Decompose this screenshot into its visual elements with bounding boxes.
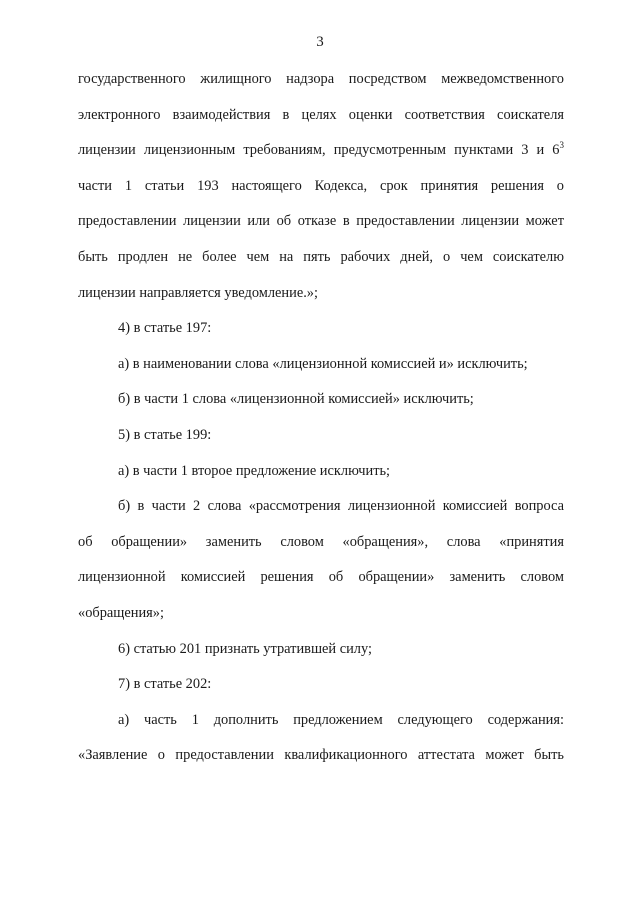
text-line xyxy=(78,525,564,561)
text-line-content: а) часть 1 дополнить предложением следующего содержания: xyxy=(118,711,564,728)
text-line xyxy=(78,738,564,774)
text-line xyxy=(78,703,564,739)
text-line-content: предоставлении лицензии или об отказе в предоставлении лицензии может xyxy=(78,213,564,230)
text-line xyxy=(78,240,564,276)
text-line-content: лицензии направляется уведомление.»; xyxy=(78,284,319,301)
text-line-content: б) в части 2 слова «рассмотрения лицензионной комиссией вопроса xyxy=(118,498,564,515)
text-line-content: 5) в статье 199: xyxy=(118,426,212,443)
text-line-content: об обращении» заменить словом «обращения», слова «принятия xyxy=(78,533,564,550)
text-line xyxy=(78,418,564,454)
text-line-content: «Заявление о предоставлении квалификационного аттестата может быть xyxy=(78,747,564,764)
text-line-content: лицензии лицензионным требованиям, предусмотренным пунктами 3 и 6 xyxy=(78,142,560,159)
text-line-content: 7) в статье 202: xyxy=(118,676,212,693)
text-line xyxy=(78,62,564,98)
text-line xyxy=(78,347,564,383)
text-line-content: лицензионной комиссией решения об обращении» заменить словом xyxy=(78,569,564,586)
text-line-content: а) в части 1 второе предложение исключить; xyxy=(118,462,391,479)
text-line xyxy=(78,98,564,134)
text-line-content: б) в части 1 слова «лицензионной комиссией» исключить; xyxy=(118,391,474,408)
document-body xyxy=(78,62,564,774)
text-line-content: а) в наименовании слова «лицензионной комиссией и» исключить; xyxy=(118,355,528,372)
text-line xyxy=(78,169,564,205)
text-line-content: части 1 статьи 193 настоящего Кодекса, срок принятия решения о xyxy=(78,177,564,194)
text-line-content: «обращения»; xyxy=(78,604,164,621)
text-line xyxy=(78,311,564,347)
text-line xyxy=(78,382,564,418)
text-line xyxy=(78,632,564,668)
text-line xyxy=(78,276,564,312)
text-line xyxy=(78,454,564,490)
superscript: 3 xyxy=(559,140,564,151)
text-line xyxy=(78,489,564,525)
text-line xyxy=(78,204,564,240)
text-line-content: 4) в статье 197: xyxy=(118,320,212,337)
text-line-content: 6) статью 201 признать утратившей силу; xyxy=(118,640,372,657)
page-number: 3 xyxy=(316,34,324,50)
text-line-content: быть продлен не более чем на пять рабочих дней, о чем соискателю xyxy=(78,248,564,265)
text-line-content: государственного жилищного надзора посредством межведомственного xyxy=(78,71,564,87)
text-line xyxy=(78,133,564,169)
text-line xyxy=(78,667,564,703)
text-line xyxy=(78,596,564,632)
text-line xyxy=(78,560,564,596)
text-line-content: электронного взаимодействия в целях оценки соответствия соискателя xyxy=(78,106,564,123)
